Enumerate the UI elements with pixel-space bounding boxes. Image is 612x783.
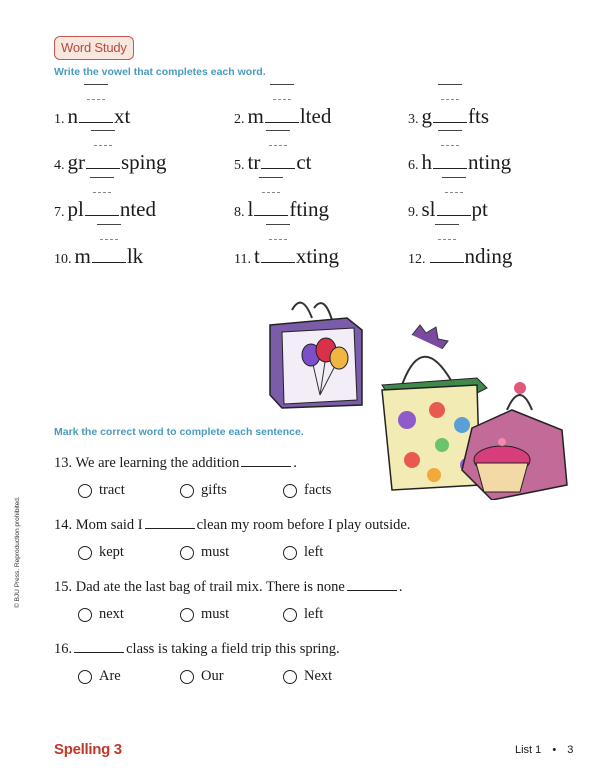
- sentence-end: .: [398, 579, 403, 595]
- word-suffix: pt: [471, 197, 488, 221]
- word-suffix: nted: [119, 197, 156, 221]
- word-suffix: ct: [296, 150, 312, 174]
- vowel-blank[interactable]: [265, 106, 299, 123]
- vowel-blank[interactable]: [437, 199, 471, 216]
- answer-option[interactable]: [78, 668, 121, 685]
- vowel-blank[interactable]: [261, 152, 295, 169]
- vowel-blank[interactable]: [430, 246, 464, 263]
- vowel-blank[interactable]: [254, 199, 288, 216]
- word-number: 7.: [54, 205, 65, 220]
- sentence-prompt: [54, 641, 340, 658]
- answer-option[interactable]: [78, 482, 125, 499]
- word-item: [54, 244, 143, 269]
- word-number: 4.: [54, 158, 65, 173]
- answer-option[interactable]: [283, 544, 323, 561]
- option-label: Our: [201, 668, 224, 684]
- word-suffix: lk: [126, 244, 144, 268]
- vowel-blank[interactable]: [79, 106, 113, 123]
- answer-option[interactable]: [180, 544, 229, 561]
- radio-circle-icon[interactable]: [283, 608, 297, 622]
- word-number: 2.: [234, 112, 245, 127]
- word-prefix: g: [421, 104, 432, 128]
- word-number: 6.: [408, 158, 419, 173]
- footer-page-info: [515, 744, 573, 756]
- radio-circle-icon[interactable]: [78, 670, 92, 684]
- answer-blank: [145, 527, 195, 529]
- word-suffix: nding: [464, 244, 513, 268]
- word-number: 9.: [408, 205, 419, 220]
- option-label: kept: [99, 544, 124, 560]
- radio-circle-icon[interactable]: [180, 546, 194, 560]
- answer-option[interactable]: [78, 544, 124, 561]
- word-item: [54, 150, 167, 175]
- answer-option[interactable]: [180, 606, 229, 623]
- instruction-vowel: Write the vowel that completes each word.: [54, 66, 266, 78]
- word-suffix: xting: [295, 244, 339, 268]
- option-label: facts: [304, 482, 332, 498]
- word-number: 8.: [234, 205, 245, 220]
- word-number: 10.: [54, 252, 72, 267]
- answer-option[interactable]: [78, 606, 124, 623]
- option-label: tract: [99, 482, 125, 498]
- answer-blank: [347, 589, 397, 591]
- answer-option[interactable]: [180, 668, 224, 685]
- word-prefix: gr: [67, 150, 85, 174]
- answer-blank: [74, 651, 124, 653]
- word-prefix: pl: [67, 197, 84, 221]
- radio-circle-icon[interactable]: [180, 608, 194, 622]
- answer-option[interactable]: [180, 482, 227, 499]
- bullet-separator: •: [552, 744, 557, 756]
- word-item: [234, 150, 311, 175]
- footer-title: Spelling 3: [54, 741, 122, 758]
- word-item: [54, 197, 156, 222]
- radio-circle-icon[interactable]: [283, 484, 297, 498]
- word-number: 3.: [408, 112, 419, 127]
- vowel-blank[interactable]: [86, 152, 120, 169]
- answer-option[interactable]: [283, 668, 332, 685]
- word-item: [408, 197, 488, 222]
- word-study-tag: Word Study: [54, 36, 134, 60]
- word-number: 5.: [234, 158, 245, 173]
- copyright-notice: © BJU Press. Reproduction prohibited.: [14, 496, 21, 608]
- word-prefix: l: [247, 197, 254, 221]
- radio-circle-icon[interactable]: [283, 670, 297, 684]
- option-label: left: [304, 606, 324, 622]
- word-number: 12.: [408, 252, 426, 267]
- option-label: left: [304, 544, 324, 560]
- vowel-blank[interactable]: [85, 199, 119, 216]
- gift-bags-illustration: [262, 300, 592, 500]
- word-prefix: m: [74, 244, 91, 268]
- answer-option[interactable]: [283, 606, 323, 623]
- word-suffix: fts: [468, 104, 489, 128]
- radio-circle-icon[interactable]: [78, 608, 92, 622]
- sentence-start: 15. Dad ate the last bag of trail mix. There is none: [54, 579, 345, 595]
- sentence-start: 14. Mom said I: [54, 517, 143, 533]
- vowel-blank[interactable]: [433, 106, 467, 123]
- word-item: [234, 197, 329, 222]
- answer-blank: [241, 465, 291, 467]
- vowel-blank[interactable]: [261, 246, 295, 263]
- option-label: must: [201, 544, 230, 560]
- vowel-blank[interactable]: [92, 246, 126, 263]
- word-item: [408, 244, 512, 269]
- word-item: [234, 104, 331, 129]
- word-prefix: tr: [247, 150, 261, 174]
- word-prefix: h: [421, 150, 432, 174]
- word-item: [408, 104, 489, 129]
- word-prefix: m: [247, 104, 264, 128]
- instruction-sentences: Mark the correct word to complete each sentence.: [54, 426, 304, 438]
- word-suffix: nting: [468, 150, 512, 174]
- word-suffix: xt: [114, 104, 131, 128]
- balloon-bag-icon: [270, 303, 362, 408]
- sentence-prompt: [54, 517, 410, 534]
- radio-circle-icon[interactable]: [78, 484, 92, 498]
- option-label: Are: [99, 668, 121, 684]
- word-suffix: fting: [289, 197, 330, 221]
- radio-circle-icon[interactable]: [180, 670, 194, 684]
- list-label: List 1: [515, 744, 542, 756]
- word-prefix: t: [253, 244, 260, 268]
- word-item: [408, 150, 511, 175]
- vowel-blank[interactable]: [433, 152, 467, 169]
- sentence-start: 13. We are learning the addition: [54, 455, 240, 471]
- sentence-prompt: [54, 579, 402, 596]
- radio-circle-icon[interactable]: [78, 546, 92, 560]
- word-number: 1.: [54, 112, 65, 127]
- word-prefix: n: [67, 104, 78, 128]
- sentence-prompt: [54, 455, 297, 472]
- word-suffix: sping: [121, 150, 167, 174]
- sentence-end: .: [293, 455, 298, 471]
- word-item: [54, 104, 130, 129]
- sentence-end: class is taking a field trip this spring.: [126, 641, 340, 657]
- radio-circle-icon[interactable]: [180, 484, 194, 498]
- page-number: 3: [567, 744, 574, 756]
- word-suffix: lted: [299, 104, 332, 128]
- radio-circle-icon[interactable]: [283, 546, 297, 560]
- option-label: Next: [304, 668, 333, 684]
- option-label: must: [201, 606, 230, 622]
- word-item: [234, 244, 339, 269]
- option-label: next: [99, 606, 124, 622]
- sentence-start: 16.: [54, 641, 73, 657]
- word-prefix: sl: [421, 197, 436, 221]
- word-number: 11.: [234, 252, 251, 267]
- option-label: gifts: [201, 482, 227, 498]
- sentence-end: clean my room before I play outside.: [196, 517, 411, 533]
- answer-option[interactable]: [283, 482, 331, 499]
